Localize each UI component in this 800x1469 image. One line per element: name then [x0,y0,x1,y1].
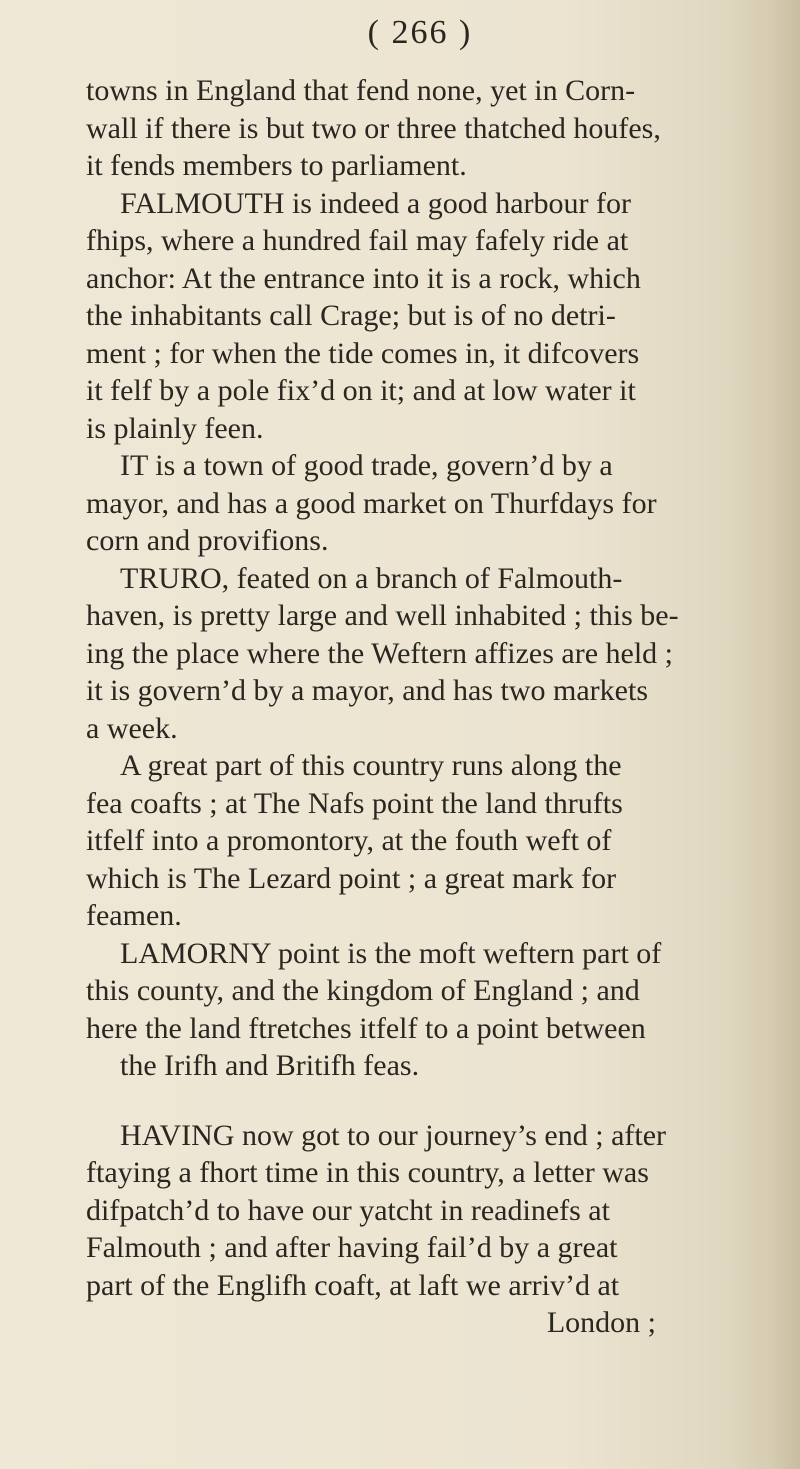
text-line: corn and provifions. [86,524,329,557]
text-line: is plainly feen. [86,411,264,445]
text-line: anchor: At the entrance into it is a rock, which [86,261,641,295]
text-line: fhips, where a hundred fail may fafely ride at [86,224,629,257]
text-line: ment ; for when the tide comes in, it difcovers [86,336,640,370]
page-edge-shadow [730,0,800,1469]
text-line: fea coafts ; at The Nafs point the land thrufts [86,786,623,820]
text-line: it fends members to parliament. [86,149,467,182]
text-line: FALMOUTH is indeed a good harbour for [120,186,632,220]
body-text [86,72,726,1342]
text-line: it felf by a pole fix’d on it; and at low water it [86,374,636,407]
text-line: it is govern’d by a mayor, and has two markets [86,674,649,707]
text-line: which is The Lezard point ; a great mark for [86,861,617,895]
text-line: LAMORNY point is the moft weftern part of [120,936,662,970]
text-line: IT is a town of good trade, govern’d by a [120,449,613,482]
paragraph-lamorny [86,935,726,1085]
paragraph-falmouth [86,185,726,448]
text-line: the Irifh and Britifh feas. [120,1049,420,1082]
text-line: the inhabitants call Crage; but is of no detri- [86,299,616,332]
paragraph-coasts [86,747,726,935]
text-line: this county, and the kingdom of England ; and [86,974,640,1007]
text-line: itfelf into a promontory, at the fouth weft of [86,824,612,857]
text-line: haven, is pretty large and well inhabited ; this be- [86,599,679,632]
text-line: mayor, and has a good market on Thurfdays for [86,486,657,520]
paragraph-journey [86,1117,726,1305]
text-line: towns in England that fend none, yet in Corn- [86,74,636,107]
text-line: feamen. [86,899,182,932]
page-number: ( 266 ) [367,14,473,51]
text-line: ing the place where the Weftern affizes are held ; [86,636,674,670]
text-line: difpatch’d to have our yatcht in readinefs at [86,1193,610,1227]
text-line: part of the Englifh coaft, at laft we arriv’d at [86,1268,620,1302]
paragraph-truro [86,560,726,748]
paragraph-trade [86,447,726,560]
paragraph-gap [86,1085,726,1117]
text-line: TRURO, feated on a branch of Falmouth- [120,561,623,595]
paragraph-cornwall [86,72,726,185]
text-line: a week. [86,711,178,745]
text-line: wall if there is but two or three thatched houfes, [86,111,661,145]
text-line: here the land ftretches itfelf to a point between [86,1011,646,1045]
text-line: ftaying a fhort time in this country, a letter was [86,1156,649,1189]
text-line: Falmouth ; and after having fail’d by a great [86,1231,618,1264]
text-line: HAVING now got to our journey’s end ; after [120,1118,667,1152]
text-line: A great part of this country runs along the [120,749,622,782]
catchword: London ; [546,1306,656,1339]
